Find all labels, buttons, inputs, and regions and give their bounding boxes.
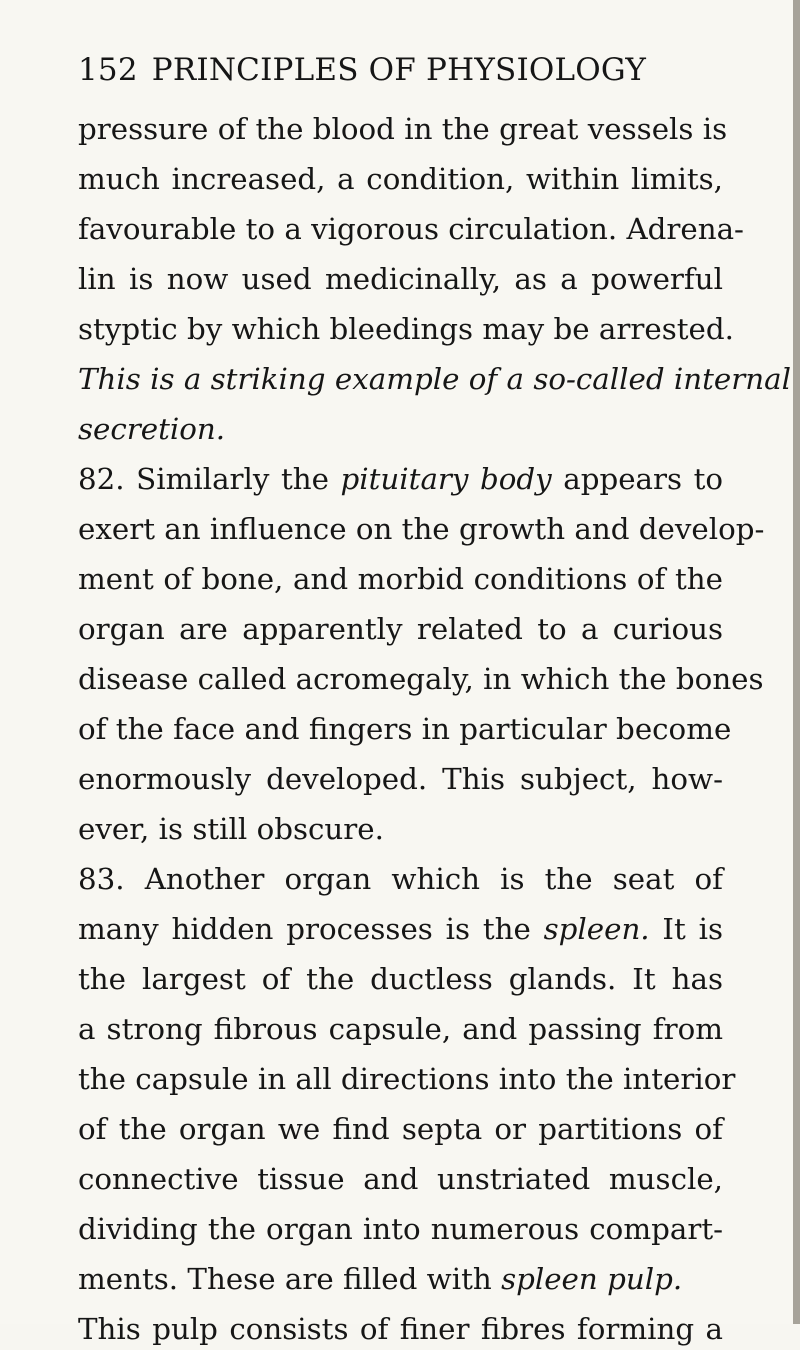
text-line: connective tissue and unstriated muscle, <box>78 1162 723 1196</box>
line-text-before: ments. These are filled with <box>78 1262 502 1296</box>
text-line: of the organ we find septa or partitions of <box>78 1112 723 1146</box>
text-line: styptic by which bleedings may be arrested. <box>78 312 734 346</box>
text-line: favourable to a vigorous circulation. Adrena- <box>78 212 744 246</box>
line-text-before: many hidden processes is the <box>78 912 544 946</box>
line-text-before: 82. Similarly the <box>78 462 341 496</box>
text-line: disease called acromegaly, in which the bones <box>78 662 764 696</box>
paragraph-83-first-line: 83. Another organ which is the seat of <box>78 862 723 896</box>
book-title: PRINCIPLES OF PHYSIOLOGY <box>151 52 646 88</box>
text-line: lin is now used medicinally, as a powerful <box>78 262 723 296</box>
text-line: organ are apparently related to a curious <box>78 612 723 646</box>
italic-text-line <box>78 408 723 450</box>
text-line: the capsule in all directions into the interior <box>78 1062 736 1096</box>
line-text-after: appears to <box>551 462 723 496</box>
line-text-after: It is <box>649 912 723 946</box>
text-line: dividing the organ into numerous compart- <box>78 1212 723 1246</box>
text-line: much increased, a condition, within limits, <box>78 162 723 196</box>
running-header <box>78 52 646 88</box>
text-line-with-italic <box>78 1258 723 1300</box>
text-line: exert an influence on the growth and develop- <box>78 512 765 546</box>
text-line: enormously developed. This subject, how- <box>78 762 723 796</box>
text-line: ever, is still obscure. <box>78 812 384 846</box>
italic-word: secretion. <box>78 412 226 446</box>
page-right-edge <box>793 0 800 1324</box>
text-line: of the face and fingers in particular become <box>78 712 732 746</box>
text-line: ment of bone, and morbid conditions of the <box>78 562 723 596</box>
text-line: This pulp consists of finer fibres forming a <box>78 1312 723 1346</box>
term-spleen-pulp: spleen pulp. <box>501 1262 683 1296</box>
page-number: 152 <box>78 52 138 88</box>
paragraph-82-first-line <box>78 458 723 500</box>
text-line: a strong fibrous capsule, and passing from <box>78 1012 723 1046</box>
term-pituitary-body: pituitary body <box>340 462 552 496</box>
italic-sentence: This is a striking example of a so-called internal <box>78 362 791 396</box>
term-spleen: spleen. <box>543 912 650 946</box>
text-line: pressure of the blood in the great vessels is <box>78 112 728 146</box>
text-line-with-italic <box>78 908 723 950</box>
text-line: the largest of the ductless glands. It has <box>78 962 723 996</box>
italic-text-line <box>78 358 791 400</box>
